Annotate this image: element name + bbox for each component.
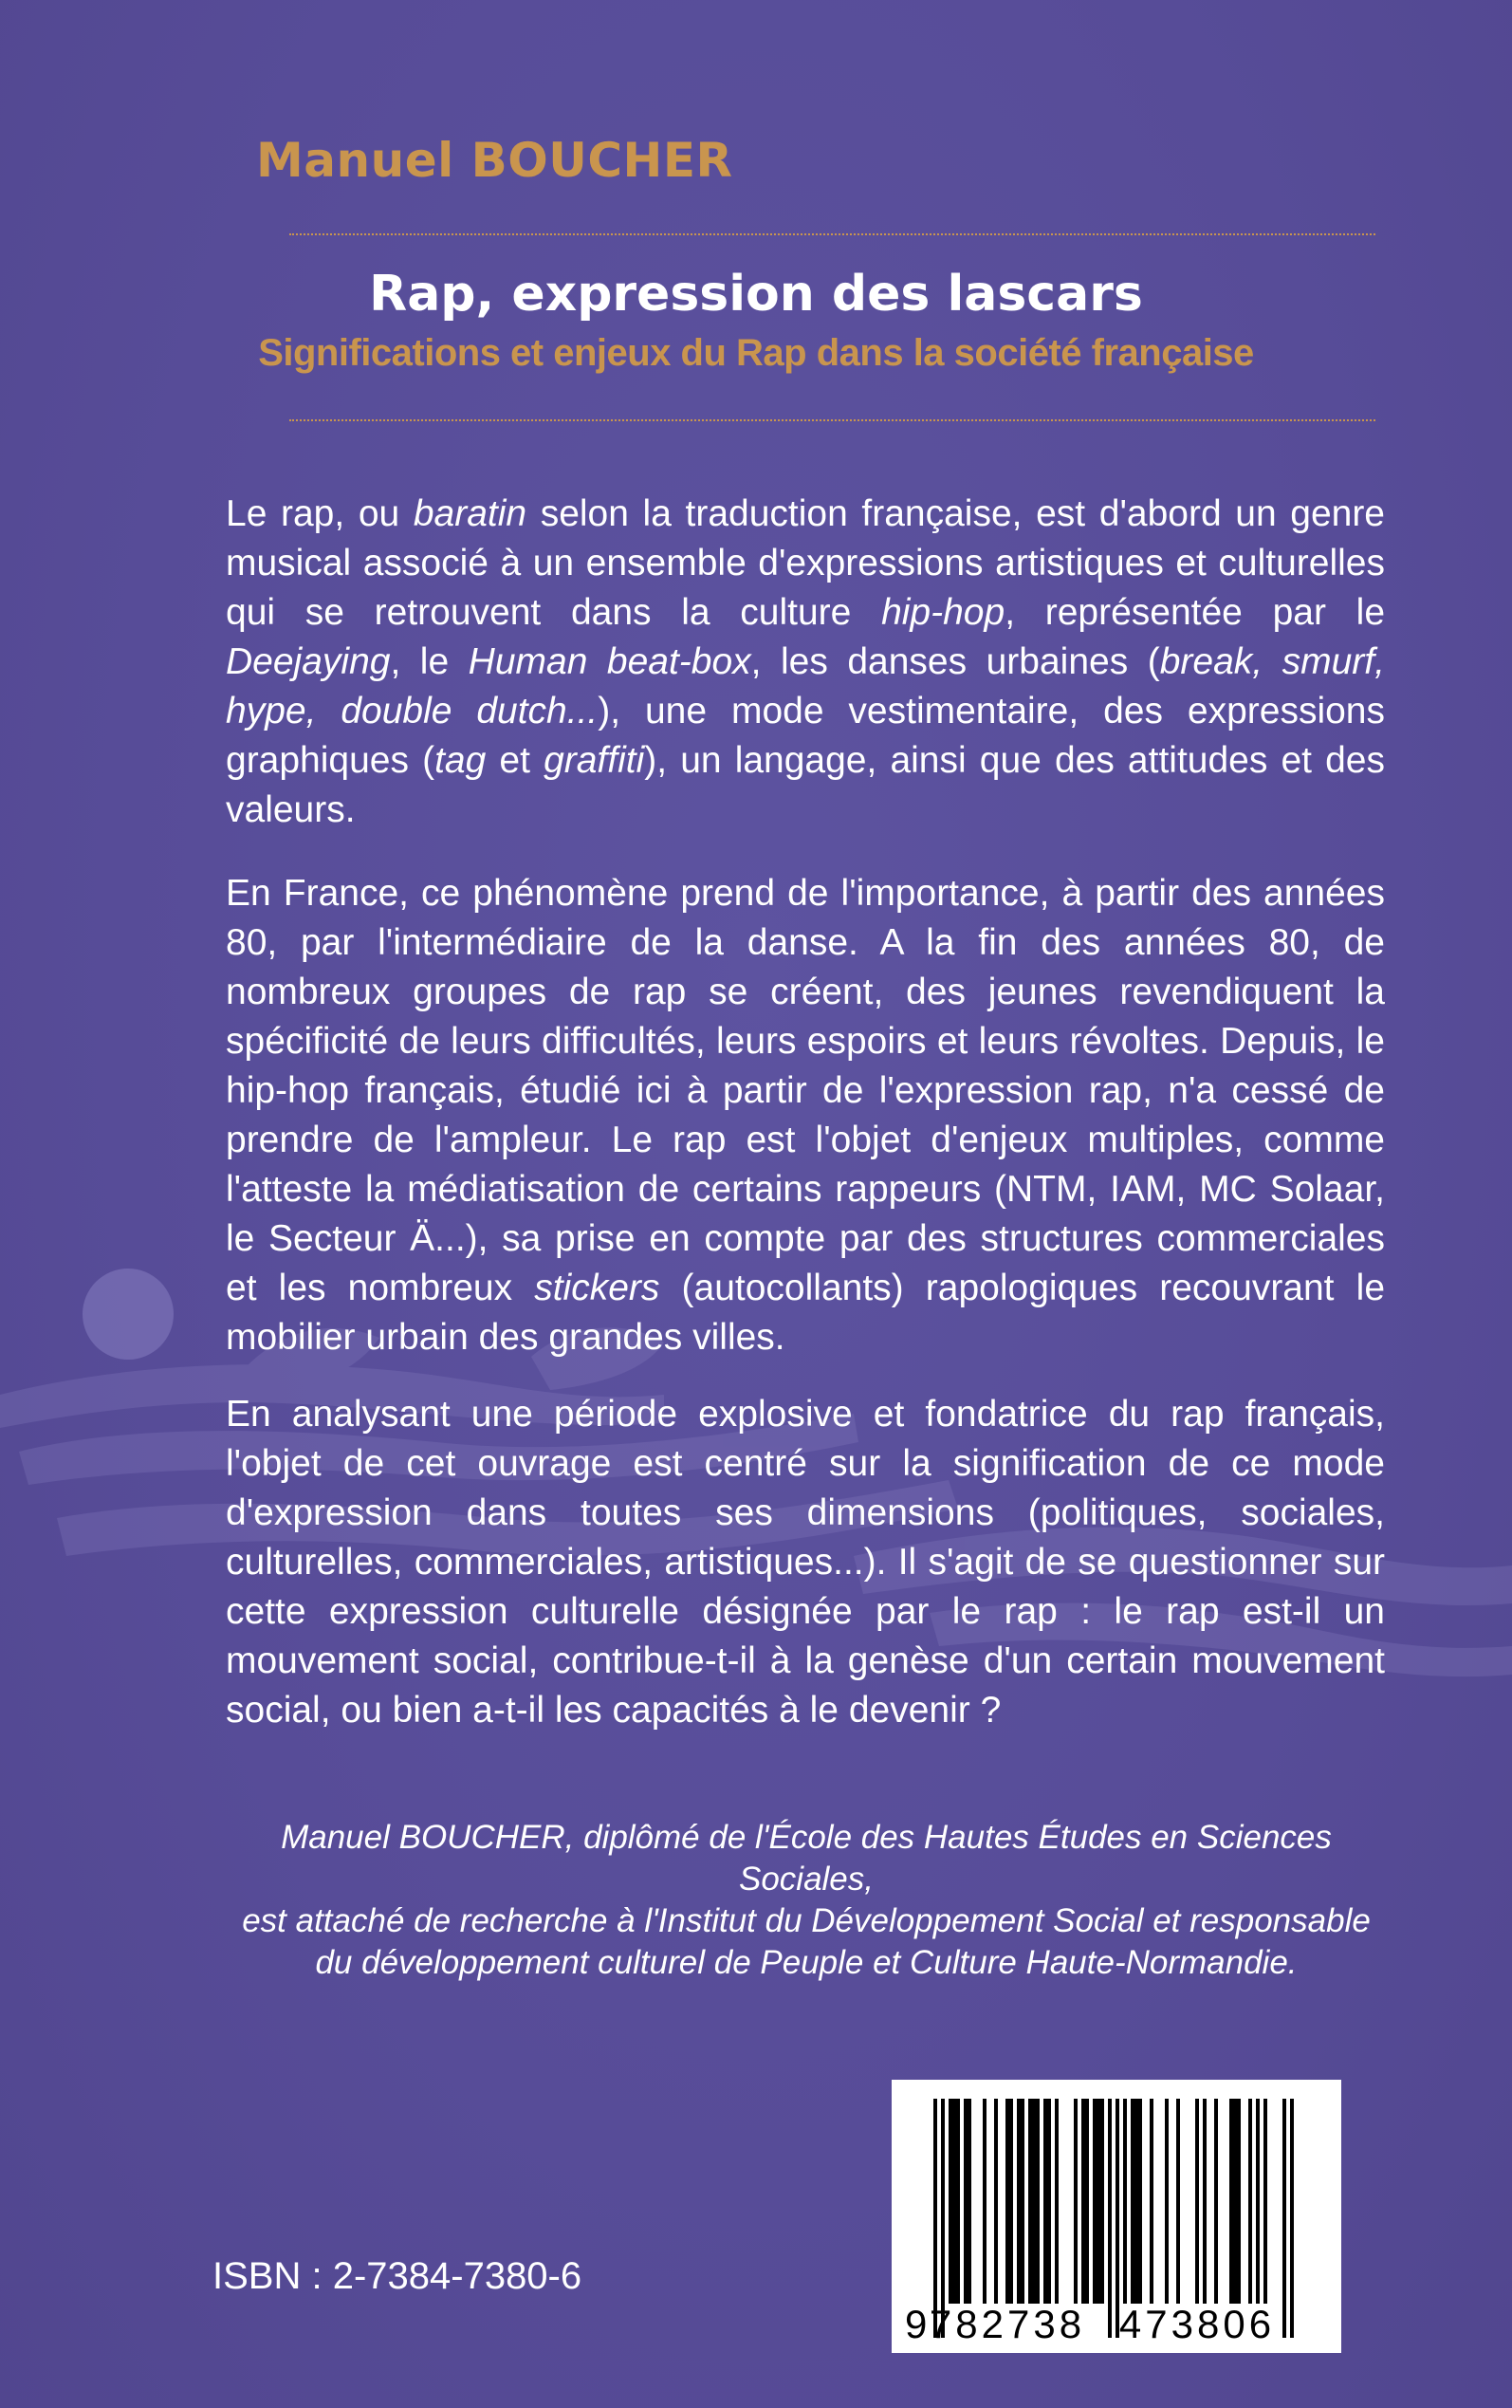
text-run: En analysant une période explosive et fondatrice du rap français, l'objet de cet ouvrage est centré sur la signification de ce mode d'expression dans toutes ses dimensions (politiques, sociales, culturelles, commerciales, artistiques...). Il s'agit de se questionner sur cette expression culturelle désignée par le rap : le rap est-il un mouvement social, contribue-t-il à la genèse d'un certain mouvement social, ou bien a-t-il les capacités à le devenir ? [226,1394,1385,1731]
barcode [892,2080,1341,2353]
text-run: ), un langage, ainsi que des attitudes et des valeurs. [226,740,1385,830]
text-run: , le [390,641,469,682]
barcode-bar [1263,2099,1267,2304]
barcode-bar [1081,2099,1085,2304]
text-run: selon la traduction française, est d'abord un genre musical associé à un ensemble d'expressions artistiques et culturelles qui se retrouvent dans la culture [226,493,1386,633]
divider-top [289,233,1375,235]
barcode-bar [1097,2099,1100,2304]
book-subtitle: Significations et enjeux du Rap dans la société française [258,332,1254,374]
barcode-bar [1134,2099,1138,2304]
barcode-bar [1203,2099,1207,2304]
isbn-number: ISBN : 2-7384-7380-6 [212,2255,582,2297]
divider-bottom [289,419,1375,421]
barcode-bar [1047,2099,1051,2304]
author-bio-line: Manuel BOUCHER, diplômé de l'École des Hautes Études en Sciences Sociales, [281,1819,1332,1898]
author-name: Manuel BOUCHER [256,133,733,188]
italic-text-run: graffiti [544,740,645,781]
barcode-bar [1032,2099,1036,2304]
italic-text-run: Deejaying [226,641,391,682]
barcode-bar [1036,2099,1040,2304]
summary-paragraph-1 [226,490,1385,835]
barcode-bar [1074,2099,1078,2304]
barcode-bar [1214,2099,1218,2304]
barcode-bar [1017,2099,1021,2304]
barcode-bar [952,2099,956,2304]
barcode-bar [1176,2099,1180,2304]
barcode-bar [1195,2099,1199,2304]
barcode-bar [968,2099,971,2304]
barcode-bar [1256,2099,1260,2304]
barcode-bar [1085,2099,1089,2304]
author-bio-line: est attaché de recherche à l'Institut du Développement Social et responsable [242,1902,1371,1939]
barcode-bar [1165,2099,1169,2304]
italic-text-run: baratin [413,493,527,534]
author-bio-line: du développement culturel de Peuple et Culture Haute-Normandie. [315,1944,1298,1981]
barcode-digit-group-2: 473806 [1118,2302,1276,2346]
barcode-bar [1248,2099,1252,2304]
summary-paragraph-2 [226,869,1385,1362]
barcode-bar [1093,2099,1097,2304]
book-title: Rap, expression des lascars [369,266,1143,323]
italic-text-run: Human beat-box [468,641,751,682]
barcode-guard-bar [1290,2099,1294,2338]
barcode-bar [949,2099,952,2304]
barcode-bar [1123,2099,1127,2304]
italic-text-run: tag [434,740,487,781]
barcode-guard-bar [1108,2099,1112,2338]
barcode-bar [1131,2099,1134,2304]
italic-text-run: stickers [534,1268,660,1308]
barcode-bar [1237,2099,1241,2304]
barcode-digit-group-1: 782738 [929,2302,1086,2346]
barcode-bar [964,2099,968,2304]
text-run: ), une mode vestimentaire, des expressions graphiques ( [226,691,1385,781]
barcode-bar [994,2099,998,2304]
decorative-circle [83,1269,174,1360]
barcode-bar [1043,2099,1047,2304]
barcode-bar [1150,2099,1153,2304]
barcode-bar [1233,2099,1237,2304]
barcode-bar [1009,2099,1013,2304]
barcode-lead-digit: 9 [905,2302,928,2346]
barcode-bar [1138,2099,1142,2304]
text-run: En France, ce phénomène prend de l'importance, à partir des années 80, par l'intermédiaire de la danse. A la fin des années 80, de nombreux groupes de rap se créent, des jeunes revendiquent la spécificité de leurs difficultés, leurs espoirs et leurs révoltes. Depuis, le hip-hop français, étudié ici à partir de l'expression rap, n'a cessé de prendre de l'ampleur. Le rap est l'objet d'enjeux multiples, comme l'atteste la médiatisation de certains rappeurs (NTM, IAM, MC Solaar, le Secteur Ä...), sa prise en compte par des structures commerciales et les nombreux [226,873,1385,1308]
text-run: , les danses urbaines ( [750,641,1160,682]
barcode-bar [956,2099,960,2304]
summary-paragraph-3 [226,1390,1385,1735]
italic-text-run: hip-hop [881,592,1005,633]
barcode-bar [1229,2099,1233,2304]
text-run: (autocollants) rapologiques recouvrant le mobilier urbain des grandes villes. [226,1268,1386,1358]
text-run: , représentée par le [1005,592,1386,633]
italic-text-run: break, smurf, hype, double dutch... [226,641,1385,732]
barcode-bar [1055,2099,1059,2304]
barcode-bar [1021,2099,1024,2304]
barcode-bar [983,2099,986,2304]
barcode-graphic [892,2080,1341,2353]
author-bio [228,1817,1385,1984]
barcode-bar [1005,2099,1009,2304]
barcode-bar [1100,2099,1104,2304]
text-run: et [486,740,544,781]
barcode-guard-bar [1282,2099,1286,2338]
text-run: Le rap, ou [226,493,414,534]
barcode-bar [1028,2099,1032,2304]
